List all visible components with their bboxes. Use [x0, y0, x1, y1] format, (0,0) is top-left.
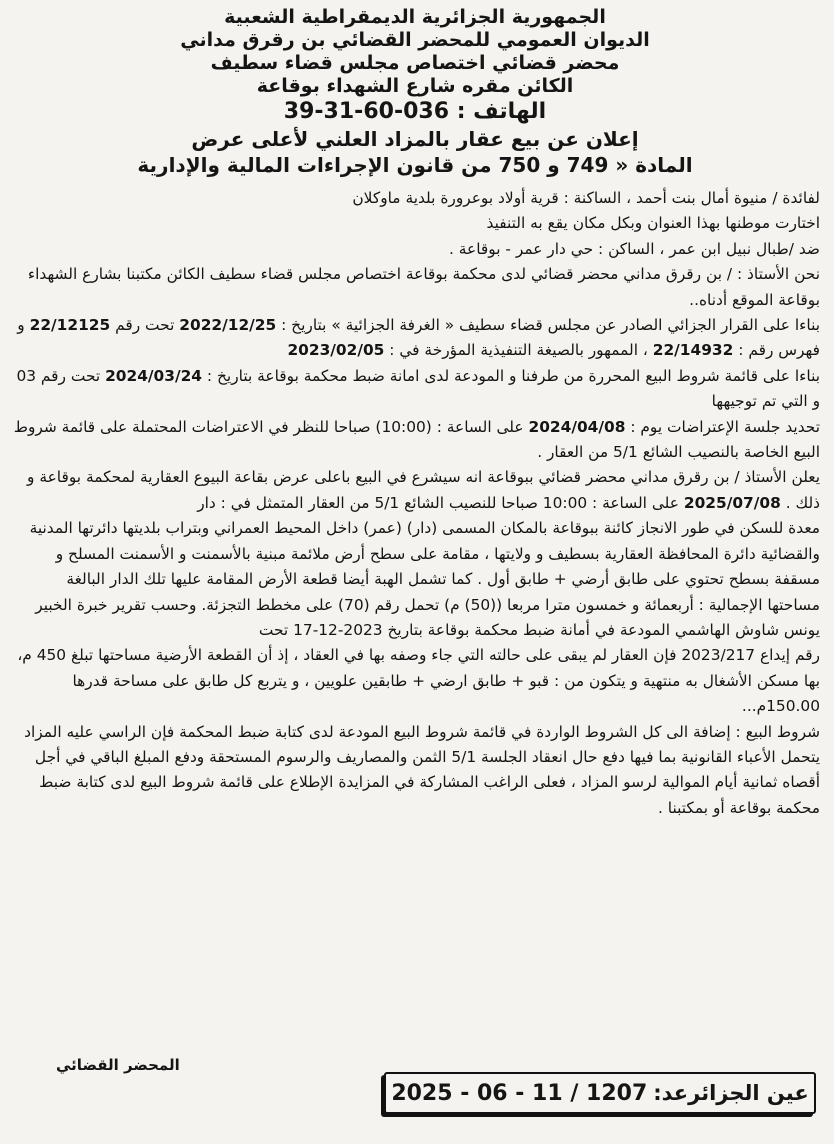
office-name: الديوان العمومي للمحضر القضائي بن رقرق مداني — [180, 29, 650, 51]
objections-date: 2024/04/08 — [528, 417, 626, 436]
property-update: رقم إيداع 2023/217 فإن العقار لم يبقى على حالته التي جاء وصفه بها في العقاد ، إذ أن القطعة الأرضية مساحتها تبلغ 450 م، بها مسكن الأشغال به منتهية و يتكون من : قبو + طابق ارضي + طابقين علويين ، و يتربع كل طابق على مساحة قدرها 150.00م... — [17, 646, 820, 716]
decision-date: 2022/12/25 — [179, 316, 277, 335]
bailiff-signature: المحضر القضائي — [56, 1056, 180, 1074]
auction-date: 2025/07/08 — [683, 493, 781, 512]
filing-date: 2024/03/24 — [105, 366, 203, 385]
sale-conditions-filing: بناءا على قائمة شروط البيع المحررة من طرفنا و المودعة لدى امانة ضبط محكمة بوقاعة بتاريخ : 2024/03/24 تحت رقم 03 و التي تم توجيهها — [16, 366, 820, 411]
office-address: الكائن مقره شارع الشهداء بوقاعة — [256, 75, 574, 97]
publication-reference: 2025 - 06 - 11 / 1207 — [391, 1080, 648, 1106]
court-decision: بناءا على القرار الجزائي الصادر عن مجلس قضاء سطيف « الغرفة الجزائية » بتاريخ : 2022/12/25 تحت رقم 22/12125 و فهرس رقم : 22/14932 ، الممهور بالصيغة التنفيذية المؤرخة في : 2023/02/05 — [17, 316, 820, 360]
sale-terms: شروط البيع : إضافة الى كل الشروط الواردة في قائمة شروط البيع المودعة لدى كتابة ضبط المحكمة فإن الراسي عليه المزاد يتحمل الأعباء القانونية بما فيها دفع حال انعقاد الجلسة 5/1 الثمن والمصاريف والرسوم المستحقة ودفع المبلغ الباقي في أجل أقصاه ثمانية أيام الموالية لرسو المزاد ، فعلى الراغب المشاركة في المزايدة الإطلاع على قائمة شروط البيع لدى كتابة ضبط محكمة بوقاعة أو بمكتبنا . — [24, 722, 820, 817]
property-description: معدة للسكن في طور الانجاز كائنة ببوقاعة بالمكان المسمى (دار) (عمر) داخل المحيط العمراني وبتراب بلديتها دائرتها المدنية والقضائية دائرة المحافظة العقارية بسطيف و ولايتها ، مقامة على سطح أرض ملائمة مبنية بالأسمنت و الأسمنت المسلح و مسقفة بسطح تحتوي على طابق أرضي + طابق أول . كما تشمل الهبة أيضا قطعة الأرض المقامة عليها تلك الدار البالغة مساحتها الإجمالية : أربعمائة و خمسون مترا مربعا ((50) م) تحمل رقم (70) على مخطط التجزئة. وحسب تقرير خبرة الخبير يونس شاوش الهاشمي المودعة في أمانة ضبط محكمة بوقاعة بتاريخ 2023-12-17 تحت — [29, 519, 820, 639]
notice-title: إعلان عن بيع عقار بالمزاد العلني لأعلى عرض — [191, 127, 639, 151]
legal-article: المادة « 749 و 750 من قانون الإجراءات المالية والإدارية — [137, 153, 693, 177]
publication-reference-box — [384, 1072, 816, 1114]
publication-label: عين الجزائرعد: — [653, 1081, 809, 1105]
phone-number: 036-60-31-39 — [283, 99, 450, 124]
auction-announcement: يعلن الأستاذ / بن رقرق مداني محضر قضائي ببوقاعة انه سيشرع في البيع باعلى عرض بقاعة البيوع العقارية لمحكمة بوقاعة و ذلك . 2025/07/08 على الساعة : 10:00 صباحا للنصيب الشائع 5/1 من العقار المتمثل في : دار — [27, 468, 820, 512]
phone-label: الهاتف : — [456, 99, 547, 124]
defendant: ضد /طبال نبيل ابن عمر ، الساكن : حي دار عمر - بوقاعة . — [449, 239, 820, 258]
index-number: 22/14932 — [652, 341, 734, 360]
objections-session: تحديد جلسة الإعتراضات يوم : 2024/04/08 على الساعة : (10:00) صباحا للنظر في الاعتراضات المحتملة على قائمة شروط البيع الخاصة بالنصيب الشائع 5/1 من العقار . — [13, 417, 820, 462]
domicile: اختارت موطنها بهذا العنوان وبكل مكان يقع به التنفيذ — [486, 214, 820, 233]
notice-header — [10, 6, 820, 178]
jurisdiction: محضر قضائي اختصاص مجلس قضاء سطيف — [210, 52, 620, 74]
enforcement-date: 2023/02/05 — [287, 341, 385, 360]
phone-line — [10, 98, 820, 126]
notice-body — [10, 186, 820, 821]
bailiff-intro: نحن الأستاذ : / بن رقرق مداني محضر قضائي لدى محكمة بوقاعة اختصاص مجلس قضاء سطيف الكائن مكتبنا بشارع الشهداء بوقاعة الموقع أدناه.. — [27, 265, 820, 309]
decision-number: 22/12125 — [29, 316, 111, 335]
republic-name: الجمهورية الجزائرية الديمقراطية الشعبية — [224, 6, 606, 28]
beneficiary: لفائدة / منيوة أمال بنت أحمد ، الساكنة : قرية أولاد بوعرورة بلدية ماوكلان — [352, 189, 820, 207]
